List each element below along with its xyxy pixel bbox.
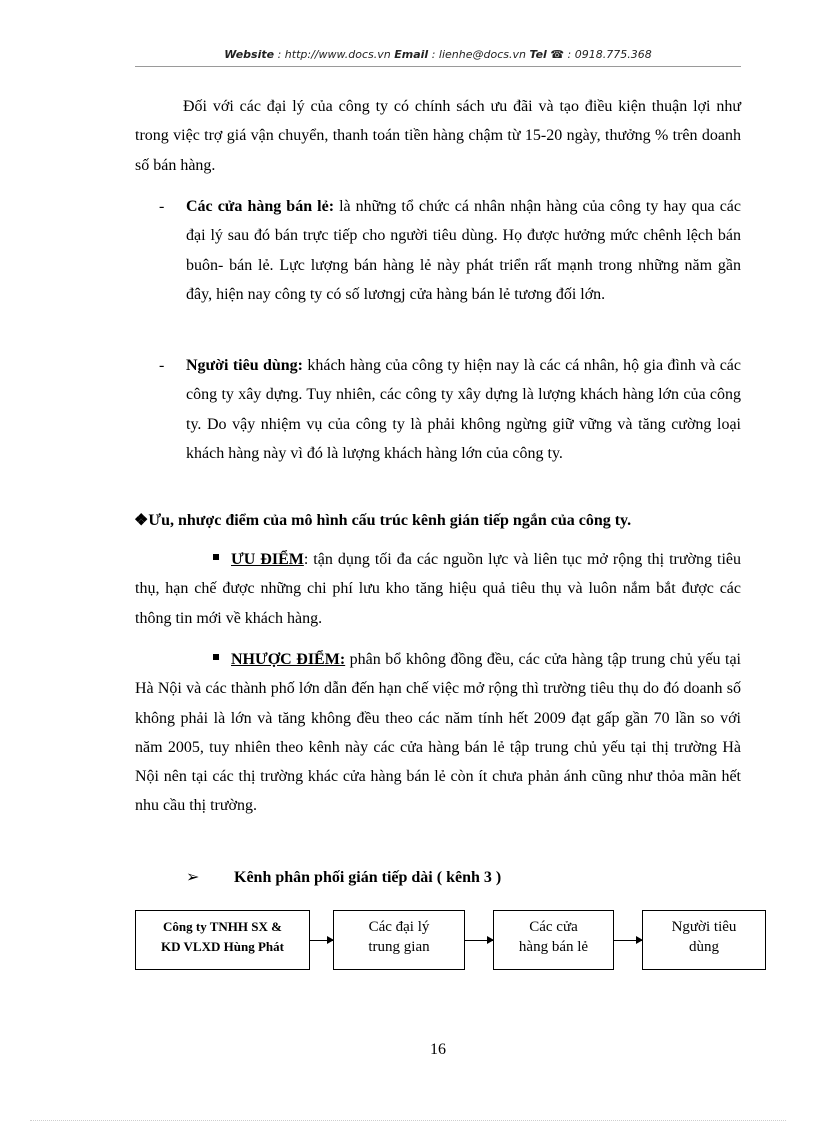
header-divider: [135, 66, 741, 67]
diagram-arrow: [310, 940, 333, 941]
list-item-title: Các cửa hàng bán lẻ:: [186, 198, 335, 215]
channel-heading: [186, 867, 501, 889]
tel-label: Tel: [529, 48, 547, 61]
arrow-bullet-icon: ➢: [186, 869, 200, 886]
channel-heading-text: Kênh phân phối gián tiếp dài ( kênh 3 ): [234, 869, 502, 886]
email-label: Email: [394, 48, 429, 61]
diagram-box-consumers: [642, 910, 766, 970]
disadvantages-paragraph: [135, 645, 741, 821]
square-bullet-icon: [213, 554, 219, 560]
advantages-label: ƯU ĐIỂM: [231, 551, 304, 568]
list-marker: -: [159, 357, 165, 374]
list-item-text: khách hàng của công ty hiện nay là các cá nhân, hộ gia đình và các công ty xây dựng. Tuy nhiên, các công ty xây dựng là lượng khách hàng lớn của công ty. Do vậy nhiệm vụ của công ty là phải không ngừng giữ vững và tăng cường loại khách hàng này vì đó là lượng khách hàng lớn của công ty.: [186, 357, 741, 462]
diagram-box-label: Các đại lý trung gian: [368, 919, 430, 955]
page-header: [135, 48, 741, 61]
disadvantages-label: NHƯỢC ĐIỂM:: [231, 651, 346, 668]
website-value[interactable]: : http://www.docs.vn: [274, 48, 395, 61]
section-heading-text: Ưu, nhược điểm của mô hình cấu trúc kênh gián tiếp ngắn của công ty.: [148, 512, 632, 529]
diagram-box-retail: [493, 910, 614, 970]
tel-value: : 0918.775.368: [564, 48, 652, 61]
footer-divider: [30, 1120, 786, 1121]
website-label: Website: [224, 48, 275, 61]
diagram-box-agents: [333, 910, 465, 970]
diagram-box-label: Người tiêu dùng: [671, 919, 737, 955]
phone-icon: ☎: [550, 48, 565, 61]
diagram-box-label: Các cửa hàng bán lẻ: [518, 919, 589, 955]
list-item-title: Người tiêu dùng:: [186, 357, 303, 374]
list-marker: -: [159, 198, 165, 215]
diagram-arrow: [465, 940, 493, 941]
email-value[interactable]: : lienhe@docs.vn: [428, 48, 530, 61]
disadvantages-text: phân bổ không đồng đều, các cửa hàng tập trung chủ yếu tại Hà Nội và các thành phố lớn dẫn đến hạn chế việc mở rộng thì trường tiêu thụ do đó doanh số không phải là lớn và tăng không đều theo các năm tính hết 2009 đạt gấp gần 70 lần so với năm 2005, tuy nhiên theo kênh này các cửa hàng bán lẻ tập trung chủ yếu tại thị trường Hà Nội nên tại các thị trường khác cửa hàng bán lẻ còn ít chưa phản ánh cũng như thỏa mãn hết nhu cầu thị trường.: [135, 651, 742, 815]
page-number: 16: [430, 1041, 446, 1058]
list-item-consumers: [186, 351, 741, 468]
list-item-retail-stores: [186, 192, 741, 309]
diagram-box-company: [135, 910, 310, 970]
diamond-bullet-icon: ❖: [134, 512, 149, 529]
advantages-paragraph: [135, 545, 741, 633]
section-heading: [134, 510, 754, 532]
diagram-box-label: Công ty TNHH SX & KD VLXD Hùng Phát: [161, 919, 284, 954]
intro-paragraph: Đối với các đại lý của công ty có chính sách ưu đãi và tạo điều kiện thuận lợi như trong việc trợ giá vận chuyển, thanh toán tiền hàng chậm từ 15-20 ngày, thưởng % trên doanh số bán hàng.: [135, 98, 741, 174]
diagram-arrow: [614, 940, 642, 941]
list-item-text: là những tổ chức cá nhân nhận hàng của công ty hay qua các đại lý sau đó bán trực tiếp cho người tiêu dùng. Họ được hưởng mức chênh lệch bán buôn- bán lẻ. Lực lượng bán hàng lẻ này phát triển rất mạnh trong những năm gần đây, hiện nay công ty có số lươngj cửa hàng bán lẻ tương đối lớn.: [186, 198, 742, 303]
square-bullet-icon: [213, 654, 219, 660]
advantages-text: : tận dụng tối đa các nguồn lực và liên tục mở rộng thị trường tiêu thụ, hạn chế được những chi phí lưu kho tăng hiệu quả tiêu thụ và luôn nắm bắt được các thông tin mới về khách hàng.: [135, 551, 742, 627]
